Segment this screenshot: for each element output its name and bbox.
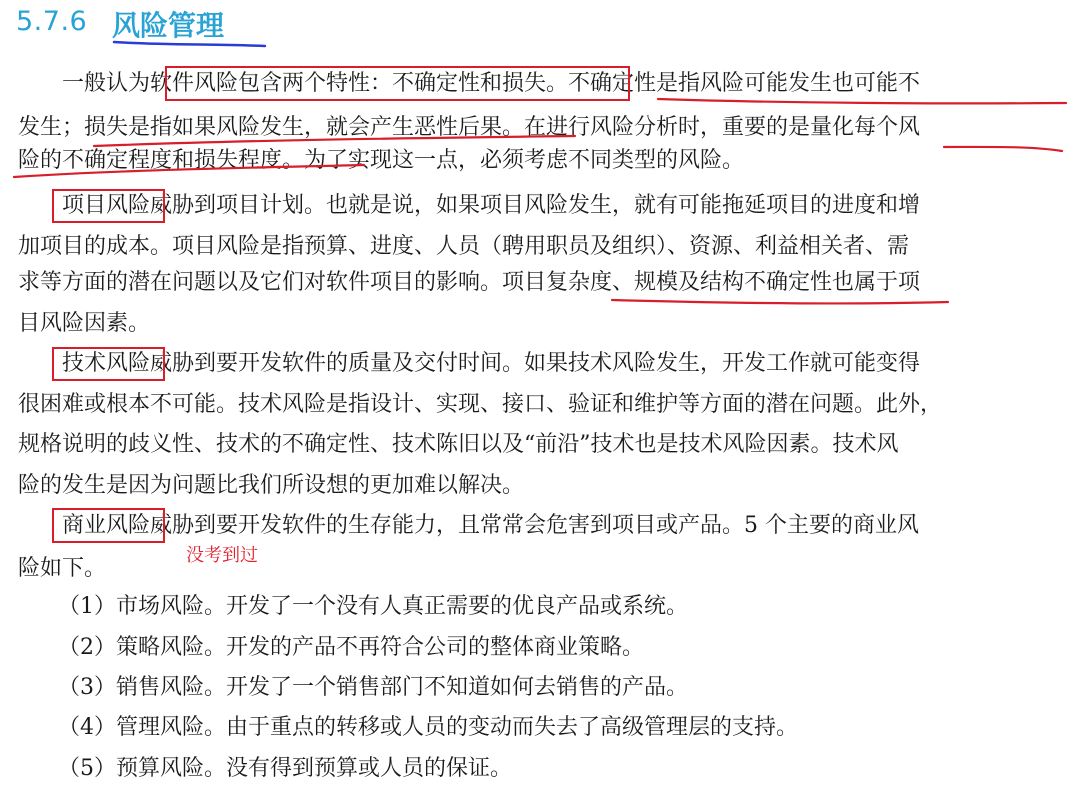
technical-line-4: 险的发生是因为问题比我们所设想的更加难以解决。 [18,473,525,498]
project-line-1: 项目风险威胁到项目计划。也就是说，如果项目风险发生，就有可能拖延项目的进度和增 [18,193,921,218]
project-line-4: 目风险因素。 [18,311,151,336]
intro-line-1: 一般认为软件风险包含两个特性：不确定性和损失。不确定性是指风险可能发生也可能不 [18,71,921,96]
list-item-4: （4）管理风险。由于重点的转移或人员的变动而失去了高级管理层的支持。 [58,715,798,740]
business-line-2: 险如下。 [18,556,107,581]
underline-quantify [944,147,1062,151]
list-item-3: （3）销售风险。开发了一个销售部门不知道如何去销售的产品。 [58,675,688,700]
technical-line-3: 规格说明的歧义性、技术的不确定性、技术陈旧以及“前沿”技术也是技术风险因素。技术风 [18,432,899,457]
heading-underline [114,42,265,46]
project-line-2: 加项目的成本。项目风险是指预算、进度、人员（聘用职员及组织）、资源、利益相关者、需 [18,234,910,259]
intro-line-2: 发生；损失是指如果风险发生，就会产生恶性后果。在进行风险分析时，重要的是量化每个风 [18,115,921,140]
list-item-2: （2）策略风险。开发的产品不再符合公司的整体商业策略。 [58,635,644,660]
section-number: 5.7.6 [16,6,88,37]
project-line-3: 求等方面的潜在问题以及它们对软件项目的影响。项目复杂度、规模及结构不确定性也属于项 [18,270,921,295]
technical-line-1: 技术风险威胁到要开发软件的质量及交付时间。如果技术风险发生，开发工作就可能变得 [18,351,921,376]
technical-line-2: 很困难或根本不可能。技术风险是指设计、实现、接口、验证和维护等方面的潜在问题。此外， [18,392,943,417]
underline-uncertainty [658,99,1066,103]
section-title: 风险管理 [112,9,225,42]
intro-line-3: 险的不确定程度和损失程度。为了实现这一点，必须考虑不同类型的风险。 [18,148,745,173]
handwritten-note: 没考到过 [186,545,258,566]
list-item-5: （5）预算风险。没有得到预算或人员的保证。 [58,756,512,781]
underline-degree [14,165,364,177]
underline-loss [94,136,575,146]
business-line-1: 商业风险威胁到要开发软件的生存能力，且常常会危害到项目或产品。5 个主要的商业风 [18,513,919,538]
list-item-1: （1）市场风险。开发了一个没有人真正需要的优良产品或系统。 [58,594,688,619]
underline-complexity [612,300,948,303]
